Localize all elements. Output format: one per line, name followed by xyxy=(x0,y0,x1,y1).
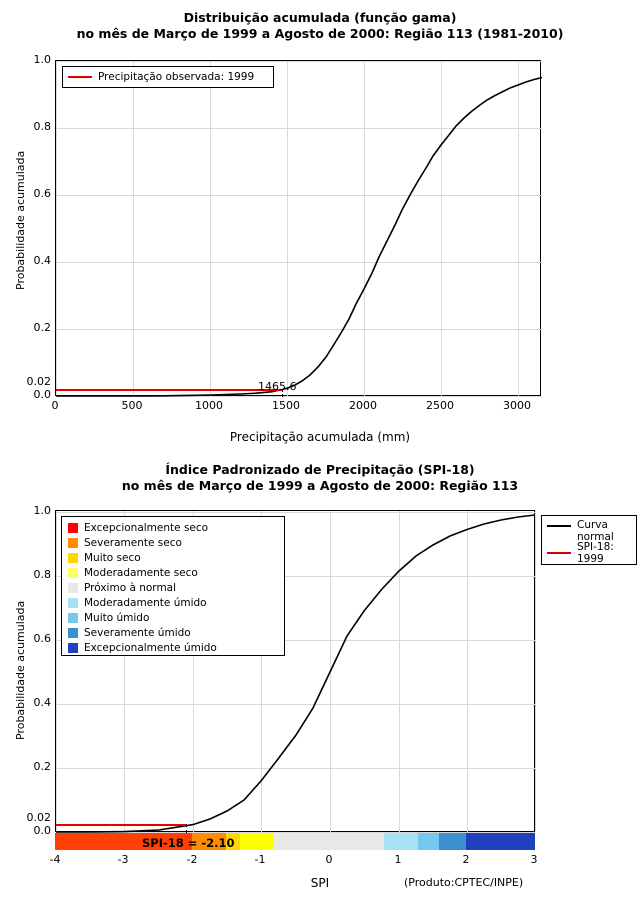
bottom-ytick-2: 0.2 xyxy=(33,760,51,773)
observed-precip-value: 1465.6 xyxy=(258,380,297,393)
band-moderadamente-seco xyxy=(240,833,274,850)
legend-item-mod-seco xyxy=(68,565,278,580)
spi-value-annotation: SPI-18 = -2.10 xyxy=(142,836,235,850)
legend-item-muito-umido xyxy=(68,610,278,625)
bottom-title-line1: Índice Padronizado de Precipitação (SPI-18) xyxy=(165,462,475,477)
bottom-xtick--4: -4 xyxy=(49,853,61,866)
swatch-icon-normal xyxy=(68,583,78,593)
top-ytick-2: 0.2 xyxy=(33,321,51,334)
bottom-chart-title xyxy=(0,462,640,494)
swatch-icon-muito-umido xyxy=(68,613,78,623)
bottom-ytick-6: 0.6 xyxy=(33,632,51,645)
legend-label-4: Próximo à normal xyxy=(84,581,177,594)
red-line-icon xyxy=(68,76,92,78)
swatch-icon-exc-seco xyxy=(68,523,78,533)
top-xtick-2000: 2000 xyxy=(349,399,377,412)
source-credit: (Produto:CPTEC/INPE) xyxy=(404,876,524,889)
gamma-curve xyxy=(56,61,542,397)
band-severamente-umido xyxy=(439,833,466,850)
observed-precip-line xyxy=(56,389,282,391)
legend-label-2: Muito seco xyxy=(84,551,141,564)
band-proximo-normal xyxy=(274,833,384,850)
legend-label-spi-1999: SPI-18: 1999 xyxy=(577,540,614,565)
spi-observed-line xyxy=(56,824,186,826)
top-ytick-10: 1.0 xyxy=(33,53,51,66)
top-ytick-4: 0.4 xyxy=(33,254,51,267)
red-line-icon-spi xyxy=(547,552,571,554)
spi-category-bar xyxy=(55,833,535,850)
legend-label-1: Severamente seco xyxy=(84,536,182,549)
legend-label-0: Excepcionalmente seco xyxy=(84,521,209,534)
swatch-icon-exc-umido xyxy=(68,643,78,653)
bottom-ytick-4: 0.4 xyxy=(33,696,51,709)
legend-label-5: Moderadamente úmido xyxy=(84,596,207,609)
top-legend xyxy=(62,66,274,88)
top-y-axis-label: Probabilidade acumulada xyxy=(14,150,27,290)
bottom-xtick--3: -3 xyxy=(117,853,129,866)
top-ytick-8: 0.8 xyxy=(33,120,51,133)
top-xtick-0: 0 xyxy=(51,399,59,412)
legend-item-sev-seco xyxy=(68,535,278,550)
band-moderadamente-umido xyxy=(384,833,418,850)
legend-item-observed xyxy=(68,69,268,84)
legend-item-exc-seco xyxy=(68,520,278,535)
top-xtick-1500: 1500 xyxy=(272,399,300,412)
legend-item-normal xyxy=(68,580,278,595)
legend-label-6: Muito úmido xyxy=(84,611,150,624)
bottom-observed-prob-label: 0.02 xyxy=(26,811,51,824)
spi-chart xyxy=(0,450,640,900)
top-xtick-1000: 1000 xyxy=(195,399,223,412)
spi-category-legend xyxy=(61,516,285,656)
swatch-icon-mod-seco xyxy=(68,568,78,578)
top-title-line1: Distribuição acumulada (função gama) xyxy=(183,10,457,25)
top-xtick-2500: 2500 xyxy=(426,399,454,412)
top-observed-prob-label: 0.02 xyxy=(26,375,51,388)
bottom-ytick-8: 0.8 xyxy=(33,568,51,581)
bottom-y-axis-label: Probabilidade acumulada xyxy=(14,600,27,740)
spi-curve-legend xyxy=(541,515,637,565)
swatch-icon-mod-umido xyxy=(68,598,78,608)
top-x-axis-label: Precipitação acumulada (mm) xyxy=(229,430,411,444)
band-excepcionalmente-umido xyxy=(466,833,535,850)
bottom-x-axis-label: SPI xyxy=(310,876,330,890)
top-title-line2: no mês de Março de 1999 a Agosto de 2000: Região 113 (1981-2010) xyxy=(76,26,564,41)
legend-item-muito-seco xyxy=(68,550,278,565)
bottom-xtick--1: -1 xyxy=(254,853,266,866)
bottom-xtick-1: 1 xyxy=(394,853,402,866)
bottom-xtick-0: 0 xyxy=(325,853,333,866)
legend-label-7: Severamente úmido xyxy=(84,626,191,639)
top-xtick-500: 500 xyxy=(121,399,143,412)
legend-label-observed: Precipitação observada: 1999 xyxy=(98,70,255,83)
legend-label-3: Moderadamente seco xyxy=(84,566,198,579)
bottom-plot-area xyxy=(55,510,535,832)
legend-item-sev-umido xyxy=(68,625,278,640)
spi-observed-marker xyxy=(186,824,188,833)
swatch-icon-muito-seco xyxy=(68,553,78,563)
swatch-icon-sev-umido xyxy=(68,628,78,638)
bottom-xtick-3: 3 xyxy=(530,853,538,866)
legend-item-spi-1999 xyxy=(547,540,631,565)
bottom-xtick-2: 2 xyxy=(462,853,470,866)
band-muito-umido xyxy=(418,833,439,850)
bottom-title-line2: no mês de Março de 1999 a Agosto de 2000: Região 113 xyxy=(121,478,519,493)
legend-item-exc-umido xyxy=(68,640,278,655)
bottom-xtick--2: -2 xyxy=(186,853,198,866)
top-xtick-3000: 3000 xyxy=(503,399,531,412)
legend-item-mod-umido xyxy=(68,595,278,610)
legend-label-curva-normal: Curva normal xyxy=(577,519,614,543)
top-ytick-0: 0.0 xyxy=(33,388,51,401)
bottom-ytick-10: 1.0 xyxy=(33,504,51,517)
top-plot-area xyxy=(55,60,541,396)
swatch-icon-sev-seco xyxy=(68,538,78,548)
black-line-icon xyxy=(547,525,571,527)
top-chart-title xyxy=(0,10,640,42)
top-ytick-6: 0.6 xyxy=(33,187,51,200)
legend-label-8: Excepcionalmente úmido xyxy=(84,641,217,654)
bottom-ytick-0: 0.0 xyxy=(33,824,51,837)
